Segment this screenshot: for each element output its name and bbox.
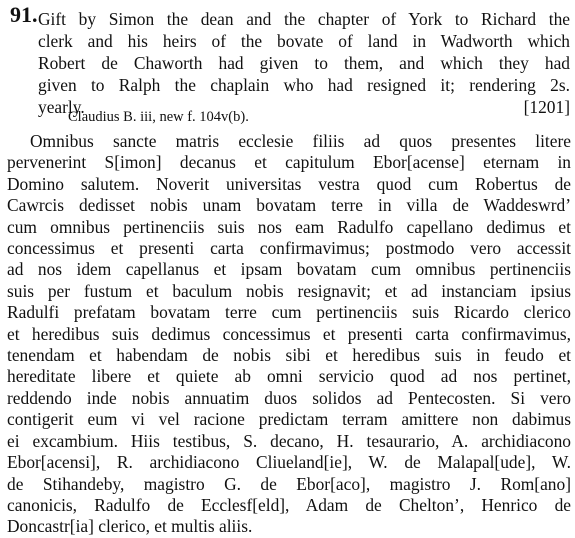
source-reference: Claudius B. iii, new f. 104v(b). <box>68 109 249 125</box>
text-line: Cawrcis dedisset nobis unam bovatam terre in villa de Waddeswrd’ <box>7 195 571 216</box>
text-line: Doncastr[ia] clerico, et multis aliis. <box>7 516 253 537</box>
text-line: Omnibus sancte matris ecclesie filiis ad quos presentes litere <box>30 131 571 151</box>
summary-line: clerk and his heirs of the bovate of land in Wadworth which <box>38 31 570 51</box>
charter-text <box>7 131 571 538</box>
text-line: hereditate libere et quiete ab omni servicio quod ad nos pertinet, <box>7 366 571 387</box>
entry-summary <box>38 8 570 118</box>
entry-number: 91. <box>10 2 38 27</box>
text-line: Ebor[acensi], R. archidiacono Cliueland[ie], W. de Malapal[ude], W. <box>7 452 571 473</box>
text-line: contigerit eum vi vel racione predictam terram amittere non dabimus <box>7 409 571 430</box>
text-line: Domino salutem. Noverit universitas vestra quod cum Robertus de <box>7 173 571 194</box>
text-line: cum omnibus pertinenciis suis nos eam Radulfo capellano dedimus et <box>7 216 571 237</box>
text-line: canonicis, Radulfo de Ecclesf[eld], Adam de Chelton’, Henrico de <box>7 494 571 515</box>
text-line: de Stihandeby, magistro G. de Ebor[aco], magistro J. Rom[ano] <box>7 473 571 494</box>
summary-line: Gift by Simon the dean and the chapter of York to Richard the <box>38 9 570 29</box>
text-line: tenendam et habendam de nobis sibi et heredibus suis in feudo et <box>7 345 571 366</box>
entry-date: [1201] <box>523 97 570 117</box>
text-line: concessimus et presenti carta confirmavimus; postmodo vero accessit <box>7 238 571 259</box>
text-line: pervenerint S[imon] decanus et capitulum Ebor[acense] eternam in <box>7 152 571 173</box>
summary-line: given to Ralph the chaplain who had resigned it; rendering 2s. <box>38 75 570 95</box>
summary-line: yearly. <box>38 97 85 117</box>
text-line: suis per fustum et baculum nobis resignavit; et ad instanciam ipsius <box>7 280 571 301</box>
text-line: et heredibus suis dedimus concessimus et presenti carta confirmavimus, <box>7 323 571 344</box>
text-line: reddendo inde nobis annuatim duos solidos ad Pentecosten. Si vero <box>7 387 571 408</box>
text-line: Radulfi prefatam bovatam terre cum pertinenciis suis Ricardo clerico <box>7 302 571 323</box>
summary-line: Robert de Chaworth had given to them, and which they had <box>38 53 570 73</box>
text-line: ei excambium. Hiis testibus, S. decano, H. tesaurario, A. archidiacono <box>7 430 571 451</box>
text-line: ad nos idem capellanus et ipsam bovatam cum omnibus pertinenciis <box>7 259 571 280</box>
